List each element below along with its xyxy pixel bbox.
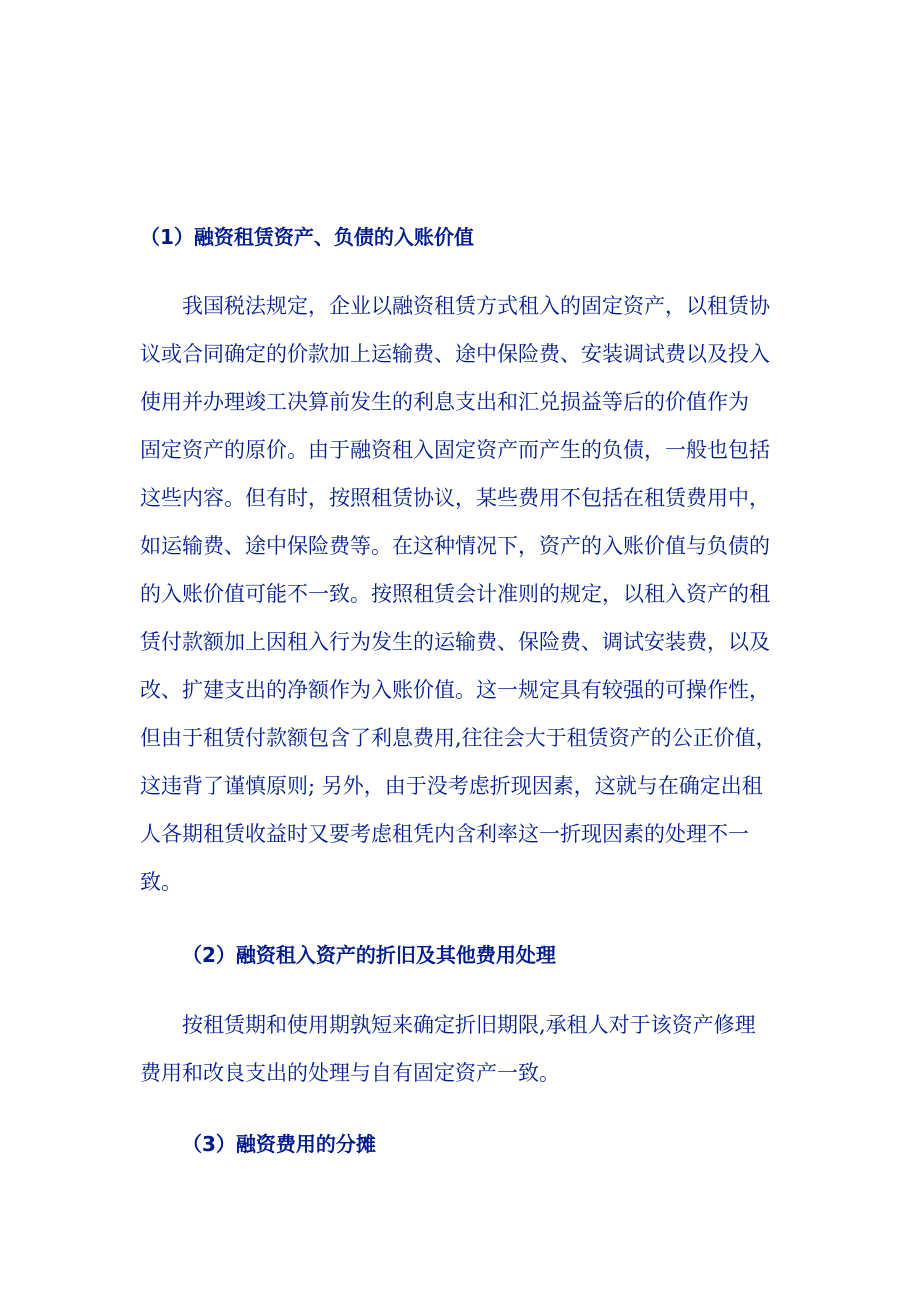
section-1-line-11: 这违背了谨慎原则; 另外，由于没考虑折现因素，这就与在确定出租 <box>140 774 763 798</box>
section-1-line-6: 如运输费、途中保险费等。在这种情况下，资产的入账价值与负债的 <box>140 534 770 558</box>
section-1-line-7: 的入账价值可能不一致。按照租赁会计准则的规定，以租入资产的租 <box>140 582 770 606</box>
section-2-line-2: 费用和改良支出的处理与自有固定资产一致。 <box>140 1061 560 1085</box>
section-1-line-3: 使用并办理竣工决算前发生的利息支出和汇兑损益等后的价值作为 <box>140 390 749 414</box>
section-3-heading: （3）融资费用的分摊 <box>182 1132 376 1156</box>
section-1-heading: （1）融资租赁资产、负债的入账价值 <box>140 225 474 249</box>
section-1-line-1: 我国税法规定，企业以融资租赁方式租入的固定资产，以租赁协 <box>182 294 770 318</box>
section-1-line-5: 这些内容。但有时，按照租赁协议，某些费用不包括在租赁费用中， <box>140 486 770 510</box>
section-1-line-8: 赁付款额加上因租入行为发生的运输费、保险费、调试安装费，以及 <box>140 630 770 654</box>
section-1-line-4: 固定资产的原价。由于融资租入固定资产而产生的负债，一般也包括 <box>140 438 770 462</box>
section-1-line-9: 改、扩建支出的净额作为入账价值。这一规定具有较强的可操作性， <box>140 678 770 702</box>
section-1-line-2: 议或合同确定的价款加上运输费、途中保险费、安装调试费以及投入 <box>140 342 770 366</box>
section-1-line-12: 人各期租赁收益时又要考虑租凭内含利率这一折现因素的处理不一 <box>140 822 749 846</box>
section-1-line-10: 但由于租赁付款额包含了利息费用,往往会大于租赁资产的公正价值， <box>140 726 777 750</box>
section-2-line-1: 按租赁期和使用期孰短来确定折旧期限,承租人对于该资产修理 <box>182 1013 756 1037</box>
section-1-line-13: 致。 <box>140 870 182 894</box>
section-2-heading: （2）融资租入资产的折旧及其他费用处理 <box>182 943 556 967</box>
